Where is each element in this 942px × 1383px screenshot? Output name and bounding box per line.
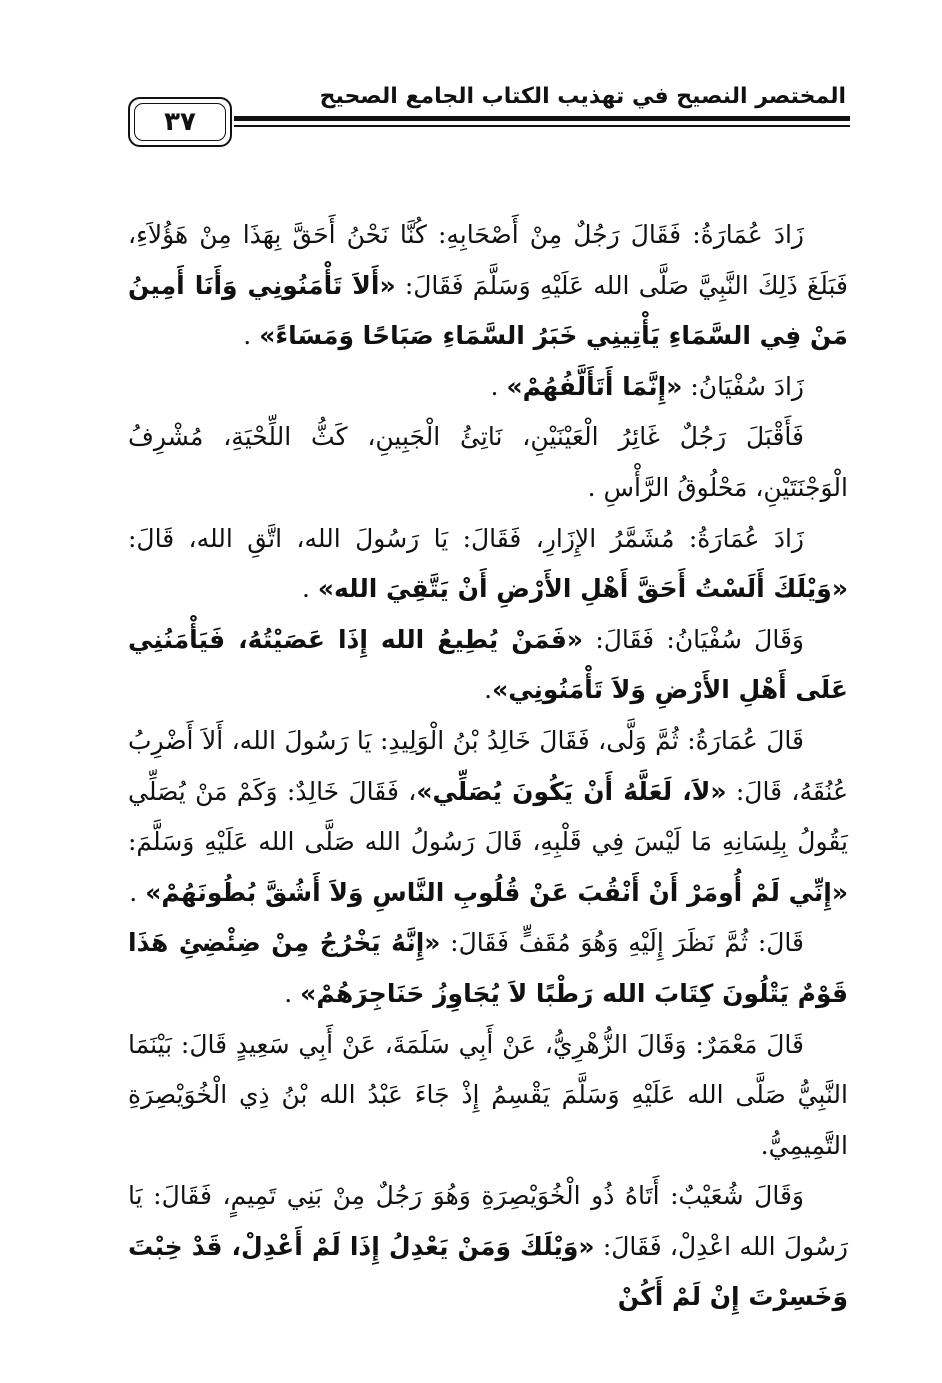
narration-text: .	[301, 574, 318, 604]
narration-text: .	[243, 321, 260, 351]
narration-text: زَادَ عُمَارَةُ: مُشَمَّرُ الإِزَارِ، فَقَالَ: يَا رَسُولَ الله، اتَّقِ الله، قَالَ:	[128, 523, 804, 553]
narration-text: فَأَقْبَلَ رَجُلٌ غَائِرُ الْعَيْنَيْنِ، نَاتِئُ الْجَبِينِ، كَثُّ اللِّحْيَةِ، مُشْرِفُ الْوَجْنَتَيْنِ، مَحْلُوقُ الرَّأْسِ .	[128, 422, 848, 502]
paragraph	[128, 412, 848, 513]
hadith-quote: «وَيْلَكَ وَمَنْ يَعْدِلُ إِذَا لَمْ أَعْدِلْ، قَدْ خِبْتَ وَخَسِرْتَ إِنْ لَمْ أَكُنْ	[128, 1231, 848, 1312]
narration-text: .	[284, 978, 301, 1008]
header-rule	[234, 116, 850, 121]
hadith-quote: «أَلاَ تَأْمَنُونِي وَأَنَا أَمِينُ مَنْ فِي السَّمَاءِ يَأْتِينِي خَبَرُ السَّمَاءِ صَبَاحًا وَمَسَاءً»	[128, 270, 848, 351]
narration-text: .	[129, 877, 146, 907]
paragraph	[128, 918, 848, 1019]
paragraph	[128, 210, 848, 362]
narration-text: قَالَ: ثُمَّ نَظَرَ إِلَيْهِ وَهُوَ مُقَفٍّ فَقَالَ:	[440, 928, 804, 958]
body-text	[128, 210, 848, 1323]
hadith-quote: «إِنَّهُ يَخْرُجُ مِنْ ضِئْضِئِ هَذَا قَوْمٌ يَتْلُونَ كِتَابَ الله رَطْبًا لاَ يُجَاوِزُ حَنَاجِرَهُمْ»	[128, 928, 848, 1008]
narration-text: ، فَقَالَ خَالِدٌ: وَكَمْ مَنْ يُصَلِّي يَقُولُ بِلِسَانِهِ مَا لَيْسَ فِي قَلْبِهِ، قَالَ رَسُولُ الله صَلَّى الله عَلَيْهِ وَسَلَّمَ:	[128, 776, 848, 857]
narration-text: زَادَ سُفْيَانُ:	[682, 371, 804, 401]
page-number-frame	[128, 97, 232, 147]
paragraph	[128, 362, 848, 413]
narration-text: .	[490, 371, 507, 401]
paragraph	[128, 514, 848, 615]
header-rule-thin	[234, 125, 850, 127]
hadith-quote: «فَمَنْ يُطِيعُ الله إِذَا عَصَيْتُهُ، فَيَأْمَنُنِي عَلَى أَهْلِ الأَرْضِ وَلاَ تَأْمَنُونِي»	[128, 624, 848, 705]
running-header-title: المختصر النصيح في تهذيب الكتاب الجامع الصحيح	[319, 84, 846, 109]
hadith-quote: «إِنَّمَا أَتَأَلَّفُهُمْ»	[506, 371, 683, 401]
hadith-quote: «إِنِّي لَمْ أُومَرْ أَنْ أَنْقُبَ عَنْ قُلُوبِ النَّاسِ وَلاَ أَشُقَّ بُطُونَهُمْ»	[145, 877, 848, 907]
paragraph	[128, 1020, 848, 1172]
page-number: ٣٧	[164, 107, 196, 137]
narration-text: وَقَالَ سُفْيَانُ: فَقَالَ:	[583, 624, 804, 654]
paragraph	[128, 615, 848, 716]
narration-text: .	[484, 675, 493, 705]
narration-text: وَقَالَ شُعَيْبٌ: أَتَاهُ ذُو الْخُوَيْصِرَةِ وَهُوَ رَجُلٌ مِنْ بَنِي تَمِيمٍ، فَقَالَ: يَا رَسُولَ الله اعْدِلْ، فَقَالَ:	[128, 1181, 848, 1261]
paragraph	[128, 716, 848, 918]
paragraph	[128, 1171, 848, 1323]
hadith-quote: «لاَ، لَعَلَّهُ أَنْ يَكُونَ يُصَلِّي»	[416, 776, 727, 806]
narration-text: قَالَ مَعْمَرٌ: وَقَالَ الزُّهْرِيُّ، عَنْ أَبِي سَلَمَةَ، عَنْ أَبِي سَعِيدٍ قَالَ: بَيْنَمَا النَّبِيُّ صَلَّى الله عَلَيْهِ وَسَلَّمَ يَقْسِمُ إِذْ جَاءَ عَبْدُ الله بْنُ ذِي الْخُوَيْصِرَةِ التَّمِيمِيُّ.	[128, 1029, 848, 1160]
narration-text: قَالَ عُمَارَةُ: ثُمَّ وَلَّى، فَقَالَ خَالِدُ بْنُ الْوَلِيدِ: يَا رَسُولَ الله، أَلاَ أَضْرِبُ عُنُقَهُ، قَالَ:	[128, 725, 848, 806]
hadith-quote: «وَيْلَكَ أَلَسْتُ أَحَقَّ أَهْلِ الأَرْضِ أَنْ يَتَّقِيَ الله»	[317, 574, 848, 604]
narration-text: زَادَ عُمَارَةُ: فَقَالَ رَجُلٌ مِنْ أَصْحَابِهِ: كُنَّا نَحْنُ أَحَقَّ بِهَذَا مِنْ هَؤُلاَءِ، فَبَلَغَ ذَلِكَ النَّبِيَّ صَلَّى الله عَلَيْهِ وَسَلَّمَ فَقَالَ:	[128, 220, 848, 300]
